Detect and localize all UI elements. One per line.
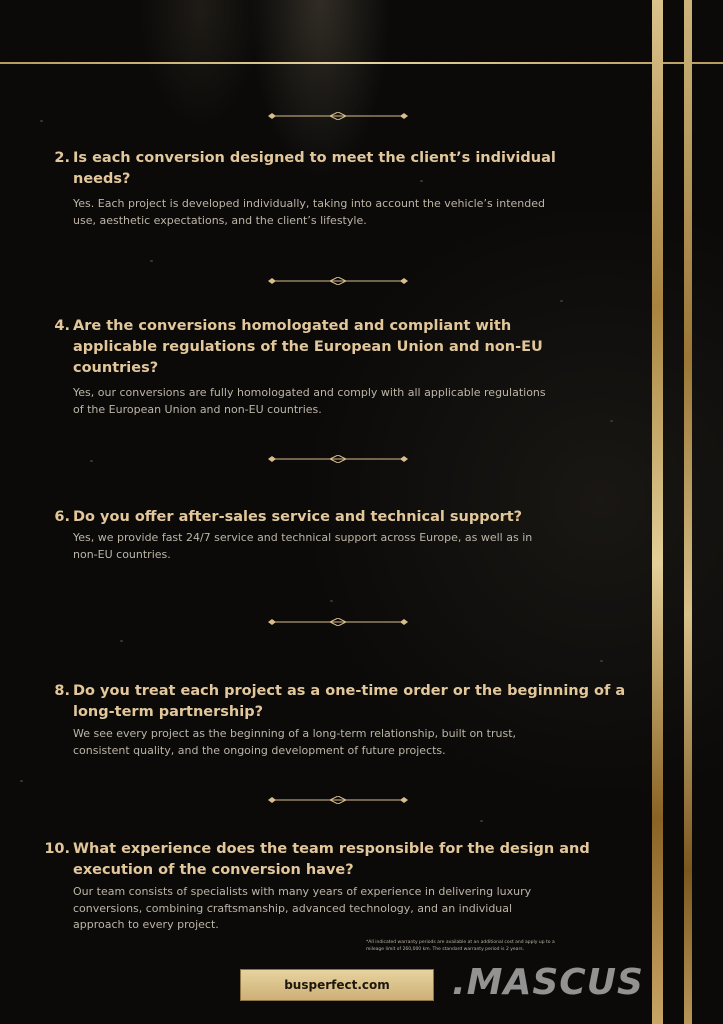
- ornament-divider: [268, 796, 408, 804]
- answer-line: Our team consists of specialists with many years of experience in delivering luxury: [73, 885, 532, 898]
- ornament-divider: [268, 277, 408, 285]
- warranty-footnote: [366, 939, 596, 953]
- question-title-line: Do you offer after-sales service and technical support?: [73, 509, 523, 525]
- answer-line: Yes, we provide fast 24/7 service and technical support across Europe, as well as in: [73, 531, 533, 544]
- question-title-line: execution of the conversion have?: [73, 862, 354, 878]
- question-title-line: Do you treat each project as a one-time order or the beginning of a: [73, 683, 626, 699]
- question-title-line: What experience does the team responsible for the design and: [73, 841, 590, 857]
- ornament-divider: [268, 455, 408, 463]
- question-title-line: countries?: [73, 360, 159, 376]
- question-title-line: Is each conversion designed to meet the client’s individual: [73, 150, 556, 166]
- question-number: 8.: [54, 683, 70, 699]
- footnote-line: *All indicated warranty periods are available at an additional cost and apply up to a: [366, 940, 555, 945]
- gold-stripe-right: [684, 0, 692, 1024]
- question-number: 10.: [44, 841, 70, 857]
- answer-line: of the European Union and non-EU countries.: [73, 402, 322, 416]
- answer-line: consistent quality, and the ongoing development of future projects.: [73, 743, 446, 757]
- footnote-line: mileage limit of 260,000 km. The standard warranty period is 2 years.: [366, 947, 525, 952]
- answer-line: Yes, our conversions are fully homologated and comply with all applicable regulations: [73, 386, 546, 399]
- gold-stripe-left: [652, 0, 663, 1024]
- top-gold-rule: [0, 62, 723, 64]
- question-title-line: needs?: [73, 171, 131, 187]
- website-link-button[interactable]: busperfect.com: [240, 969, 434, 1001]
- mascus-watermark: .MASCUS: [452, 962, 644, 1003]
- answer-line: use, aesthetic expectations, and the client’s lifestyle.: [73, 213, 367, 227]
- question-title-line: Are the conversions homologated and compliant with: [73, 318, 512, 334]
- question-number: 6.: [54, 509, 70, 525]
- answer-line: We see every project as the beginning of a long-term relationship, built on trust,: [73, 727, 517, 740]
- answer-line: non-EU countries.: [73, 547, 171, 561]
- ornament-divider: [268, 112, 408, 120]
- question-number: 4.: [54, 318, 70, 334]
- question-title-line: long-term partnership?: [73, 704, 263, 720]
- answer-line: conversions, combining craftsmanship, advanced technology, and an individual: [73, 901, 513, 915]
- question-number: 2.: [54, 150, 70, 166]
- ornament-divider: [268, 618, 408, 626]
- answer-line: approach to every project.: [73, 918, 219, 931]
- answer-line: Yes. Each project is developed individually, taking into account the vehicle’s intended: [73, 197, 545, 210]
- question-title-line: applicable regulations of the European Union and non-EU: [73, 339, 543, 355]
